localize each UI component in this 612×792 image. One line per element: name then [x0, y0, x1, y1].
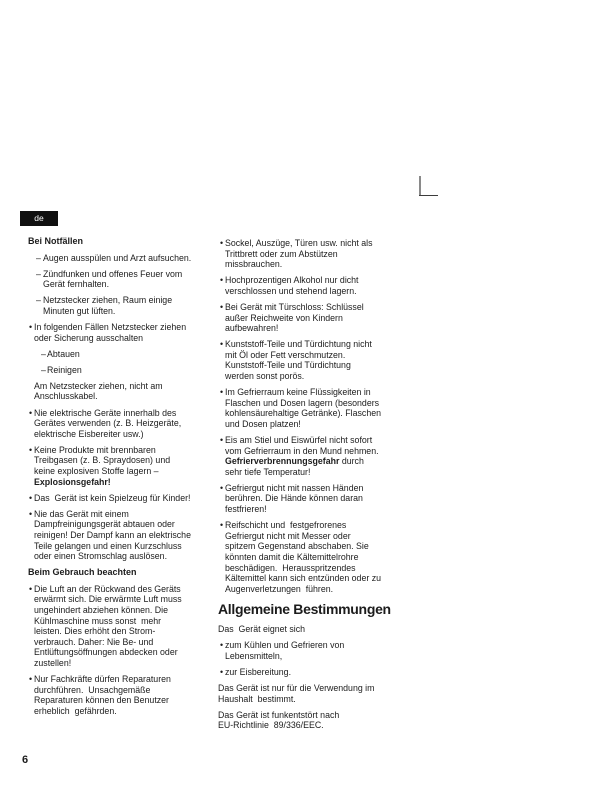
text-lines — [225, 667, 291, 678]
text-span: Im Gefrierraum keine Flüssigkeiten in — [225, 387, 371, 398]
bullet-block — [28, 584, 210, 669]
text-lines — [218, 710, 339, 731]
text-line — [218, 602, 391, 617]
text-line — [225, 504, 363, 515]
text-lines — [218, 683, 374, 704]
text-span: Gerät fernhalten. — [43, 279, 110, 290]
text-line — [225, 419, 381, 430]
bullet-block — [218, 667, 402, 678]
text-lines — [34, 445, 170, 487]
bullet-block — [28, 493, 210, 504]
text-line — [225, 531, 381, 542]
bullet-marker: • — [220, 640, 224, 651]
text-span: Abtauen — [47, 348, 80, 359]
text-lines — [47, 365, 82, 376]
bullet-block — [218, 275, 402, 296]
text-span: reinigen! Der Dampf kann an elektrische — [34, 529, 191, 540]
text-line — [218, 720, 339, 731]
text-line — [225, 563, 381, 574]
text-line — [218, 624, 305, 635]
text-lines — [225, 238, 373, 270]
text-line — [34, 626, 182, 637]
text-line — [225, 387, 381, 398]
bullet-marker: • — [29, 321, 33, 332]
text-span: Beim Gebrauch beachten — [28, 567, 137, 578]
text-line — [34, 322, 186, 333]
text-span: elektrische Eisbereiter usw.) — [34, 428, 144, 439]
text-lines — [218, 602, 391, 617]
text-lines — [225, 275, 359, 296]
bullet-block — [218, 238, 402, 270]
bullet-block — [218, 435, 402, 477]
bold-text: Explosionsgefahr! — [34, 476, 111, 487]
text-span: Kältemittel kann sich entzünden oder zu — [225, 573, 381, 584]
bullet-block — [28, 509, 210, 562]
bullet-marker: • — [220, 435, 224, 445]
text-line — [225, 456, 379, 467]
text-span: zur Eisbereitung. — [225, 667, 292, 678]
bullet-block — [28, 674, 210, 716]
text-span: spitzem Gegenstand abschaben. Sie — [225, 541, 369, 552]
text-span: Nie das Gerät mit einem — [34, 508, 129, 519]
bullet-marker: • — [220, 301, 224, 312]
dash-block — [28, 253, 210, 264]
text-span: Kunststoff-Teile und Türdichtung nicht — [225, 339, 372, 350]
text-lines — [34, 381, 163, 402]
text-lines — [225, 302, 364, 334]
text-lines — [34, 674, 171, 716]
text-span: oder Sicherung ausschalten — [34, 332, 144, 343]
dash-block — [28, 349, 210, 360]
bullet-marker: • — [220, 339, 224, 350]
text-span: Entlüftungsöffnungen abdecken oder — [34, 647, 178, 658]
text-span: Trittbrett oder zum Abstützen — [225, 248, 338, 259]
bullet-block — [28, 408, 210, 440]
text-span: berühren. Die Hände können daran — [225, 493, 363, 504]
text-line — [34, 551, 191, 562]
text-span: In folgenden Fällen Netzstecker ziehen — [34, 321, 187, 332]
text-span: Flaschen und Dosen lagern (besonders — [225, 397, 380, 408]
text-lines — [225, 435, 379, 477]
bullet-marker: • — [29, 444, 33, 455]
text-lines — [225, 640, 344, 661]
text-line — [34, 685, 171, 696]
text-line — [34, 391, 163, 402]
bullet-marker: • — [220, 667, 224, 678]
text-line — [225, 350, 372, 361]
bullet-marker: • — [220, 238, 224, 248]
text-lines — [28, 567, 137, 578]
text-line — [225, 302, 364, 313]
text-span: Minuten gut lüften. — [43, 305, 116, 316]
bullet-block — [218, 339, 402, 381]
text-span: Das Gerät ist funkentstört nach — [218, 709, 340, 720]
heading-block — [28, 567, 210, 578]
text-line — [225, 259, 373, 270]
left-column — [28, 236, 210, 722]
text-span: Augenverletzungen führen. — [225, 583, 334, 594]
text-line — [34, 381, 163, 392]
text-line — [225, 371, 372, 382]
text-span: leisten. Dies erhöht den Strom- — [34, 626, 156, 637]
bullet-block — [218, 302, 402, 334]
text-line — [43, 295, 172, 306]
text-line — [225, 408, 381, 419]
text-line — [34, 519, 191, 530]
dash-block — [28, 365, 210, 376]
plain-block — [218, 683, 402, 704]
text-line — [34, 466, 170, 477]
text-span: außer Reichweite von Kindern — [225, 312, 343, 323]
text-line — [47, 365, 82, 376]
text-span: kohlensäurehaltige Getränke). Flaschen — [225, 408, 381, 419]
bullet-block — [218, 520, 402, 594]
text-span: Augen ausspülen und Arzt aufsuchen. — [43, 252, 192, 263]
text-line — [225, 467, 379, 478]
text-span: Lebensmitteln, — [225, 651, 283, 661]
text-span: aufbewahren! — [225, 323, 279, 334]
text-span: Nur Fachkräfte dürfen Reparaturen — [34, 674, 171, 684]
text-span: Zündfunken und offenes Feuer vom — [43, 268, 183, 279]
text-span: Gerätes verwenden (z. B. Heizgeräte, — [34, 418, 182, 429]
text-span: mit Öl oder Fett verschmutzen. — [225, 349, 346, 360]
text-span: keine explosiven Stoffe lagern – — [34, 466, 159, 476]
text-lines — [43, 269, 182, 290]
text-span: Bei Gerät mit Türschloss: Schlüssel — [225, 301, 364, 312]
text-line — [225, 552, 381, 563]
bullet-marker: • — [29, 674, 33, 684]
text-line — [225, 339, 372, 350]
text-line — [43, 306, 172, 317]
bullet-marker: • — [220, 387, 224, 398]
text-span: erheblich gefährden. — [34, 705, 117, 716]
text-line — [34, 509, 191, 520]
text-line — [225, 286, 359, 297]
text-line — [34, 429, 181, 440]
dash-block — [28, 295, 210, 316]
text-span: missbrauchen. — [225, 259, 283, 270]
plain-block — [28, 381, 210, 402]
text-span: Reifschicht und festgefrorenes — [225, 520, 347, 531]
text-line — [218, 694, 374, 705]
text-lines — [225, 483, 363, 515]
text-span: durchführen. Unsachgemäße — [34, 684, 151, 695]
text-span: Anschlusskabel. — [34, 391, 98, 402]
text-line — [28, 567, 137, 578]
text-span: durch — [339, 456, 364, 467]
text-span: Das Gerät ist nur für die Verwendung im — [218, 683, 375, 694]
text-span: beschädigen. Herausspritzendes — [225, 562, 356, 573]
text-line — [225, 651, 344, 662]
text-span: Sockel, Auszüge, Türen usw. nicht als — [225, 238, 373, 248]
text-span: EU-Richtlinie 89/336/EEC. — [218, 720, 324, 731]
text-line — [34, 418, 181, 429]
bullet-block — [218, 640, 402, 661]
title-block — [218, 602, 402, 617]
heading-block — [28, 236, 210, 247]
text-line — [43, 269, 182, 280]
text-line — [225, 483, 363, 494]
text-lines — [28, 236, 83, 247]
text-span: Gefriergut nicht mit nassen Händen — [225, 482, 364, 493]
text-line — [225, 667, 291, 678]
text-line — [34, 445, 170, 456]
text-span: Netzstecker ziehen, Raum einige — [43, 295, 173, 306]
text-lines — [34, 584, 182, 669]
text-span: Gefriergut nicht mit Messer oder — [225, 530, 351, 541]
text-span: werden sonst porös. — [225, 371, 305, 382]
text-lines — [218, 624, 305, 635]
text-span: verbrauch. Daher: Nie Be- und — [34, 636, 154, 647]
text-span: Am Netzstecker ziehen, nicht am — [34, 380, 163, 391]
text-span: Das Gerät eignet sich — [218, 624, 306, 635]
bullet-marker: • — [220, 275, 224, 286]
dash-marker: – — [41, 364, 46, 375]
dash-block — [28, 269, 210, 290]
text-lines — [225, 520, 381, 594]
text-lines — [34, 322, 186, 343]
text-span: könnten damit die Kältemittelrohre — [225, 551, 359, 562]
text-line — [34, 605, 182, 616]
plain-block — [218, 710, 402, 731]
dash-marker: – — [36, 295, 41, 306]
text-line — [34, 584, 182, 595]
page-number: 6 — [22, 754, 29, 766]
text-line — [34, 477, 170, 488]
text-span: Allgemeine Bestimmungen — [218, 601, 391, 618]
text-line — [225, 446, 379, 457]
text-line — [34, 541, 191, 552]
text-line — [34, 408, 181, 419]
text-line — [218, 683, 374, 694]
text-line — [43, 253, 191, 264]
crop-mark-vertical — [419, 176, 421, 196]
text-line — [218, 710, 339, 721]
text-span: vom Gefrierraum in den Mund nehmen. — [225, 445, 379, 456]
text-span: Das Gerät ist kein Spielzeug für Kinder! — [34, 492, 191, 503]
dash-marker: – — [36, 252, 41, 263]
text-line — [28, 236, 83, 247]
text-line — [225, 584, 381, 595]
text-line — [225, 249, 373, 260]
language-badge: de — [20, 211, 58, 226]
text-span: zum Kühlen und Gefrieren von — [225, 640, 345, 651]
text-line — [34, 637, 182, 648]
text-line — [225, 435, 379, 446]
text-span: verschlossen und stehend lagern. — [225, 285, 357, 296]
text-span: Treibgasen (z. B. Spraydosen) und — [34, 455, 171, 466]
text-span: Reparaturen können den Benutzer — [34, 695, 169, 706]
text-line — [47, 349, 80, 360]
text-line — [225, 520, 381, 531]
text-line — [34, 455, 170, 466]
text-line — [34, 695, 171, 706]
text-span: Die Luft an der Rückwand des Geräts — [34, 583, 181, 594]
text-line — [34, 530, 191, 541]
text-span: sehr tiefe Temperatur! — [225, 466, 311, 477]
text-lines — [47, 349, 80, 360]
text-span: erwärmt sich. Die erwärmte Luft muss — [34, 594, 182, 605]
bullet-block — [218, 387, 402, 429]
text-line — [34, 658, 182, 669]
text-lines — [34, 408, 181, 440]
text-line — [34, 333, 186, 344]
bold-text: Gefrierverbrennungsgefahr — [225, 456, 340, 467]
bullet-marker: • — [29, 583, 33, 594]
text-span: Haushalt bestimmt. — [218, 693, 296, 704]
text-lines — [43, 295, 172, 316]
text-line — [225, 493, 363, 504]
text-span: Nie elektrische Geräte innerhalb des — [34, 407, 177, 418]
bullet-marker: • — [29, 508, 33, 519]
text-span: oder einen Stromschlag auslösen. — [34, 551, 168, 562]
dash-marker: – — [36, 268, 41, 279]
right-column — [218, 238, 402, 737]
bullet-block — [28, 322, 210, 343]
text-span: zustellen! — [34, 657, 72, 668]
text-line — [43, 279, 182, 290]
text-span: Hochprozentigen Alkohol nur dicht — [225, 275, 359, 286]
bullet-marker: • — [220, 520, 224, 531]
text-line — [34, 594, 182, 605]
text-span: Dampfreinigungsgerät abtauen oder — [34, 519, 175, 530]
text-line — [34, 493, 190, 504]
text-lines — [34, 509, 191, 562]
text-line — [225, 398, 381, 409]
text-lines — [225, 339, 372, 381]
text-line — [225, 275, 359, 286]
text-line — [34, 674, 171, 685]
crop-mark-horizontal — [419, 195, 438, 197]
text-line — [225, 313, 364, 324]
bullet-marker: • — [29, 407, 33, 418]
bullet-marker: • — [220, 482, 224, 493]
text-span: festfrieren! — [225, 504, 267, 515]
text-span: Kunststoff-Teile und Türdichtung — [225, 360, 351, 371]
text-span: Kühlmaschine muss sonst mehr — [34, 615, 162, 626]
text-line — [225, 238, 373, 249]
text-line — [225, 573, 381, 584]
bullet-block — [218, 483, 402, 515]
text-line — [225, 541, 381, 552]
text-line — [225, 323, 364, 334]
text-line — [225, 360, 372, 371]
text-lines — [43, 253, 191, 264]
text-span: ungehindert abziehen können. Die — [34, 604, 169, 615]
text-line — [34, 616, 182, 627]
text-span: Teile gelangen und einen Kurzschluss — [34, 540, 182, 551]
text-line — [225, 640, 344, 651]
bullet-block — [28, 445, 210, 487]
text-span: Eis am Stiel und Eiswürfel nicht sofort — [225, 435, 373, 445]
dash-marker: – — [41, 348, 46, 359]
text-span: Reinigen — [47, 364, 82, 375]
text-lines — [34, 493, 190, 504]
plain-block — [218, 624, 402, 635]
text-span: und Dosen platzen! — [225, 418, 301, 429]
text-line — [34, 706, 171, 717]
text-span: Keine Produkte mit brennbaren — [34, 444, 156, 455]
text-span: Bei Notfällen — [28, 236, 84, 246]
bullet-marker: • — [29, 492, 33, 503]
text-line — [34, 647, 182, 658]
text-lines — [225, 387, 381, 429]
